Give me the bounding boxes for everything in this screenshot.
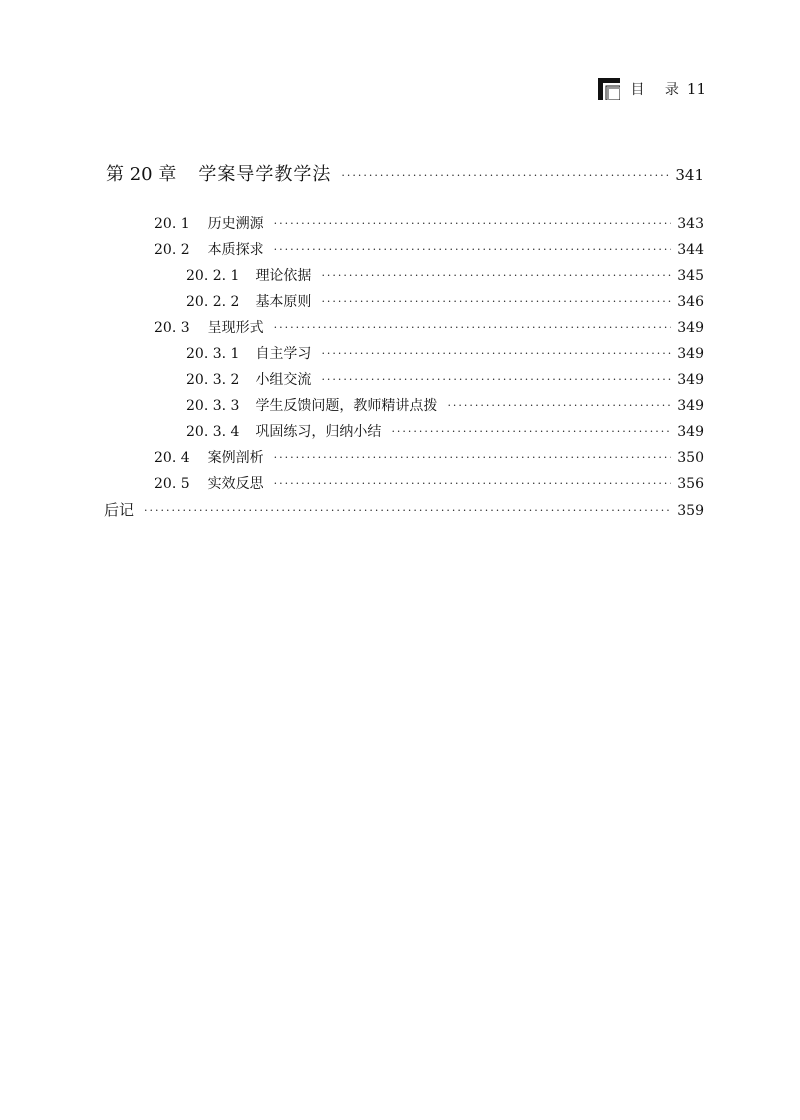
subsection-title: 自主学习: [255, 346, 312, 362]
chapter-title: 学案导学教学法: [198, 164, 332, 185]
toc-subsection-row[interactable]: [186, 291, 704, 311]
leader-dots: [321, 373, 671, 386]
header-label: 目 录: [630, 82, 687, 98]
toc-section-row[interactable]: [154, 239, 704, 259]
subsection-number: 20. 2. 2: [186, 294, 240, 310]
subsection-number: 20. 3. 2: [186, 372, 240, 388]
toc-postscript-row[interactable]: [104, 499, 704, 520]
leader-dots: [274, 217, 672, 230]
toc-chapter-row[interactable]: [106, 160, 704, 186]
section-number: 20. 5: [154, 476, 190, 492]
section-page: 350: [677, 450, 704, 466]
header-page-number: 11: [686, 80, 706, 98]
leader-dots: [274, 477, 672, 490]
subsection-title: 小组交流: [255, 372, 312, 388]
section-page: 349: [677, 320, 704, 336]
subsection-number: 20. 3. 4: [186, 424, 240, 440]
toc-section-row[interactable]: [154, 447, 704, 467]
leader-dots: [321, 347, 671, 360]
section-title: 案例剖析: [207, 450, 264, 466]
section-title: 历史溯源: [207, 216, 264, 232]
leader-dots: [274, 243, 672, 256]
subsection-page: 349: [677, 372, 704, 388]
subsection-page: 345: [677, 268, 704, 284]
subsection-number: 20. 2. 1: [186, 268, 240, 284]
leader-dots: [321, 269, 671, 282]
leader-dots: [274, 321, 672, 334]
postscript-page: 359: [677, 503, 704, 519]
section-title: 实效反思: [207, 476, 264, 492]
section-page: 343: [677, 216, 704, 232]
leader-dots: [447, 399, 671, 412]
toc-section-row[interactable]: [154, 473, 704, 493]
section-number: 20. 4: [154, 450, 190, 466]
section-title: 呈现形式: [207, 320, 264, 336]
subsection-title: 基本原则: [255, 294, 312, 310]
leader-dots: [391, 425, 671, 438]
subsection-page: 349: [677, 346, 704, 362]
subsection-title: 巩固练习，归纳小结: [255, 424, 382, 440]
section-title: 本质探求: [207, 242, 264, 258]
chapter-number: 第 20 章: [106, 164, 177, 185]
postscript-title: 后记: [104, 501, 135, 519]
toc-section-row[interactable]: [154, 317, 704, 337]
section-page: 356: [677, 476, 704, 492]
subsection-page: 349: [677, 398, 704, 414]
subsection-number: 20. 3. 1: [186, 346, 240, 362]
section-number: 20. 2: [154, 242, 190, 258]
subsection-number: 20. 3. 3: [186, 398, 240, 414]
toc-subsection-row[interactable]: [186, 395, 704, 415]
section-page: 344: [677, 242, 704, 258]
toc-subsection-row[interactable]: [186, 343, 704, 363]
subsection-title: 学生反馈问题，教师精讲点拨: [255, 398, 438, 414]
toc-subsection-row[interactable]: [186, 369, 704, 389]
leader-dots: [341, 169, 669, 182]
subsection-title: 理论依据: [255, 268, 312, 284]
subsection-page: 346: [677, 294, 704, 310]
section-number: 20. 1: [154, 216, 190, 232]
subsection-page: 349: [677, 424, 704, 440]
leader-dots: [274, 451, 672, 464]
chapter-page: 341: [675, 166, 704, 184]
leader-dots: [144, 504, 671, 517]
toc-section-row[interactable]: [154, 213, 704, 233]
corner-bracket-icon: [598, 78, 620, 100]
running-header: [598, 78, 706, 100]
section-number: 20. 3: [154, 320, 190, 336]
toc-subsection-row[interactable]: [186, 265, 704, 285]
leader-dots: [321, 295, 671, 308]
toc-subsection-row[interactable]: [186, 421, 704, 441]
